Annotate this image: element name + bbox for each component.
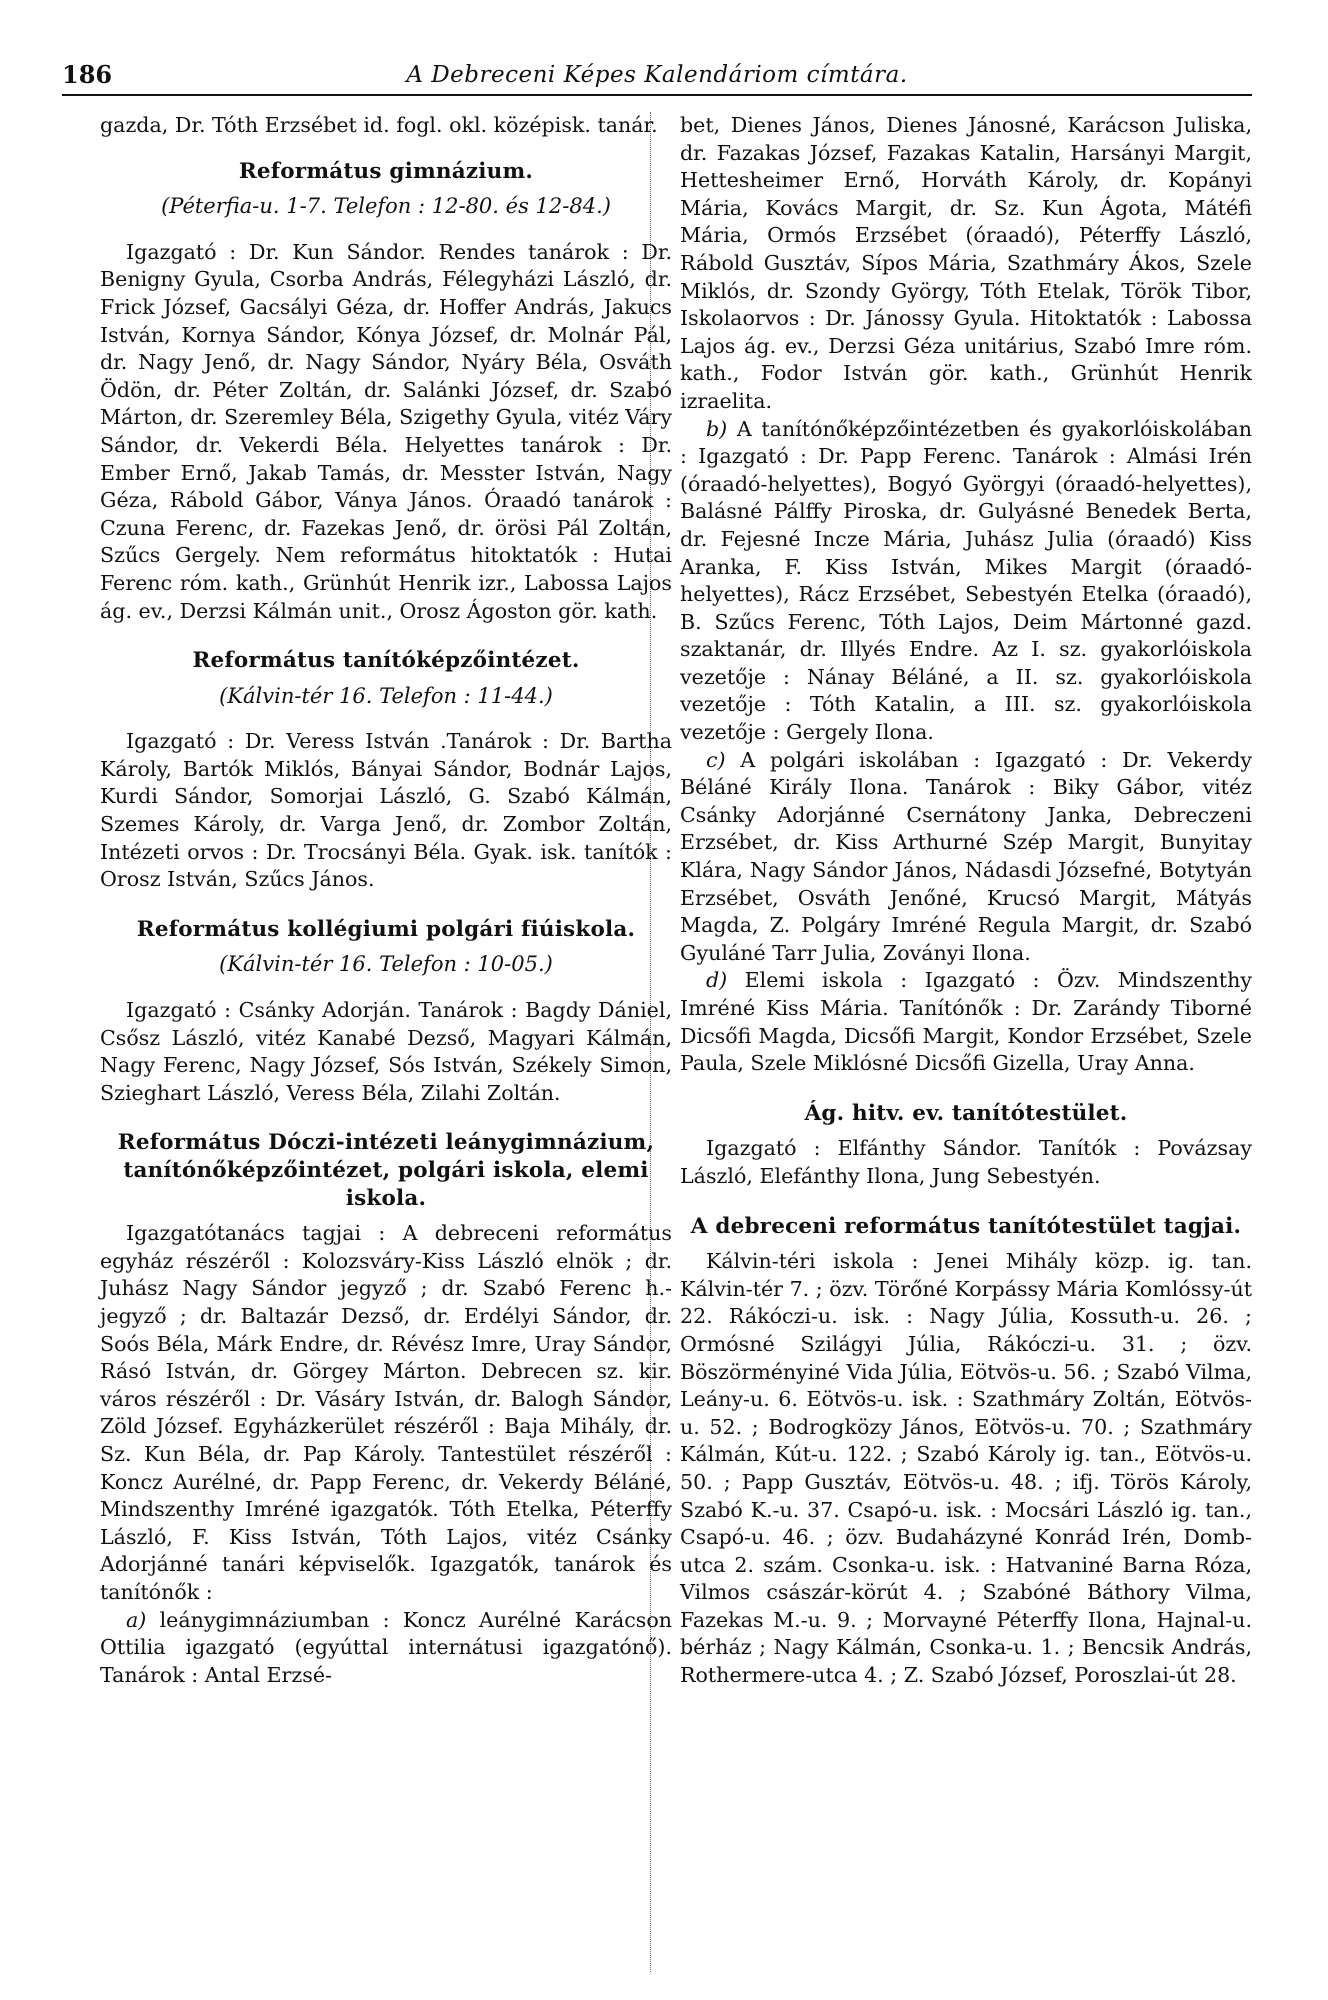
continuation-text: bet, Dienes János, Dienes Jánosné, Karácson Juliska, dr. Fazakas József, Fazakas Katalin, Harsányi Margit, Hettesheimer Ernő, Horváth Károly, dr. Kopányi Mária, Kovács Margit, dr. Sz. Kun Ágota, Mátéfi Mária, Ormós Erzsébet (óraadó), Péterffy László, Rábold Gusztáv, Sípos Mária, Szathmáry Ákos, Szele Miklós, dr. Szondy György, Tóth Etelak, Török Tibor, Iskolaorvos : Dr. Jánossy Gyula. Hitoktatók : Labossa Lajos ág. ev., Derzsi Géza unitárius, Szabó Imre róm. kath., Fodor István gör. kath., Grünhút Henrik izraelita. [680, 113, 1252, 413]
left-column [100, 112, 672, 1689]
section-body-polgari-fiuiskola: Igazgató : Csánky Adorján. Tanárok : Bagdy Dániel, Csősz László, vitéz Kanabé Dezső, Magyari Kálmán, Nagy Ferenc, Nagy József, Sós István, Székely Simon, Szieghart László, Veress Béla, Zilahi Zoltán. [100, 998, 672, 1105]
paragraph-a-text: leánygimnáziumban : Koncz Aurélné Karácson Ottilia igazgató (egyúttal internátusi igazgatónő). Tanárok : Antal Erzsé- [100, 1607, 672, 1687]
paragraph-c-text: A polgári iskolában : Igazgató : Dr. Vekerdy Béláné Király Ilona. Tanárok : Biky Gábor, vitéz Csánky Adorjánné Csernátony Janka, Debreczeni Erzsébet, dr. Kiss Arthurné Szép Margit, Bunyitay Klára, Nagy Sándor János, Nádasdi Józsefné, Botytyán Erzsébet, Osváth Jenőné, Krucsó Margit, Mátyás Magda, Z. Polgáry Imréné Regula Margit, dr. Szabó Gyuláné Tarr Julia, Zoványi Ilona. [680, 747, 1253, 965]
paragraph-a [100, 1607, 672, 1690]
paragraph-b-text: A tanítónőképzőintézetben és gyakorlóiskolában : Igazgató : Dr. Papp Ferenc. Tanárok : Almási Irén (óraadó-helyettes), Bogyó Györgyi (óraadó-helyettes), Balásné Pálffy Piroska, dr. Gulyásné Benedek Berta, dr. Fejesné Incze Mária, Juhász Julia (óraadó) Kiss Aranka, F. Kiss István, Mikes Margit (óraadó-helyettes), Rácz Erzsébet, Sebestyén Etelka (óraadó), B. Szűcs Ferenc, Tóth Lajos, Deim Mártonné gazd. szaktanár, dr. Illyés Endre. Az I. sz. gyakorlóiskola vezetője : Nánay Béláné, a II. sz. gyakorlóiskola vezetője : Tóth Katalin, a III. sz. gyakorlóiskola vezetője : Gergely Ilona. [680, 416, 1252, 745]
section-body-tanitokepzo: Igazgató : Dr. Veress István .Tanárok : Dr. Bartha Károly, Bartók Miklós, Bányai Sándor, Bodnár Lajos, Kurdi Sándor, Somorjai László, G. Szabó Kálmán, Szemes Károly, dr. Varga Jenő, dr. Zombor Zoltán, Intézeti orvos : Dr. Trocsányi Béla. Gyak. isk. tanítók : Orosz István, Szűcs János. [100, 729, 672, 892]
paragraph-d-label: d) [706, 968, 728, 993]
section-title-gimnazium: Református gimnázium. [238, 158, 534, 184]
section-body-doczi-intezet: Igazgatótanács tagjai : A debreceni református egyház részéről : Kolozsváry-Kiss László elnök ; dr. Juhász Nagy Sándor jegyző ; dr. Szabó Ferenc h.-jegyző ; dr. Baltazár Dezső, dr. Erdélyi Sándor, dr. Soós Béla, Márk Endre, dr. Révész Imre, Uray Sándor, Rásó István, dr. Görgey Márton. Debrecen sz. kir. város részéről : Dr. Vásáry István, dr. Balogh Sándor, Zöld József. Egyházkerület részéről : Baja Mihály, dr. Sz. Kun Béla, dr. Pap Károly. Tantestület részéről : Koncz Aurélné, dr. Papp Ferenc, dr. Vekerdy Béláné, Mindszenthy Imréné igazgatók. Tóth Etelka, Péterffy László, F. Kiss István, Tóth Lajos, vitéz Csánky Adorjánné tanári képviselők. Igazgatók, tanárok és tanítónők : [100, 1221, 672, 1604]
section-title-tanitokepzo: Református tanítóképzőintézet. [192, 648, 580, 674]
section-body-gimnazium: Igazgató : Dr. Kun Sándor. Rendes tanárok : Dr. Benigny Gyula, Csorba András, Félegyházi László, dr. Frick József, Gacsályi Géza, dr. Hoffer András, Jakucs István, Kornya Sándor, Kónya József, dr. Molnár Pál, dr. Nagy Jenő, dr. Nagy Sándor, Nyáry Béla, Osváth Ödön, dr. Péter Zoltán, dr. Salánki József, dr. Szabó Márton, dr. Szeremley Béla, Szigethy Gyula, vitéz Váry Sándor, dr. Vekerdi Béla. Helyettes tanárok : Dr. Ember Ernő, Jakab Tamás, dr. Messter István, Nagy Géza, Rábold Gábor, Ványa János. Óraadó tanárok : Czuna Ferenc, dr. Fazekas Jenő, dr. örösi Pál Zoltán, Szűcs Gergely. Nem református hitoktatók : Hutai Ferenc róm. kath., Grünhút Henrik izr., Labossa Lajos ág. ev., Derzsi Kálmán unit., Orosz Ágoston gör. kath. [100, 239, 672, 623]
section-address-gimnazium: (Péterfia-u. 1-7. Telefon : 12-80. és 12-84.) [161, 194, 611, 219]
section-title-polgari-fiuiskola: Református kollégiumi polgári fiúiskola. [136, 916, 636, 942]
page-number: 186 [62, 60, 113, 89]
section-address-polgari-fiuiskola: (Kálvin-tér 16. Telefon : 10-05.) [219, 952, 553, 977]
paragraph-c [680, 747, 1252, 968]
section-title-doczi-intezet: Református Dóczi-intézeti leánygimnázium, tanítónőképzőintézet, polgári iskola, elemi iskola. [117, 1130, 655, 1211]
section-title-tanitotestulet: A debreceni református tanítótestület tagjai. [690, 1213, 1242, 1239]
right-column [680, 112, 1252, 1690]
paragraph-d [680, 967, 1252, 1077]
section-body-tanitotestulet: Kálvin-téri iskola : Jenei Mihály közp. ig. tan. Kálvin-tér 7. ; özv. Törőné Korpássy Mária Komlóssy-út 22. Rákóczi-u. isk. : Nagy Júlia, Kossuth-u. 26. ; Ormósné Szilágyi Júlia, Rákóczi-u. 31. ; özv. Böszörményiné Vida Júlia, Eötvös-u. 56. ; Szabó Vilma, Leány-u. 6. Eötvös-u. isk. : Szathmáry Zoltán, Eötvös-u. 52. ; Bodrogközy János, Eötvös-u. 70. ; Szathmáry Kálmán, Kút-u. 122. ; Szabó Károly ig. tan., Eötvös-u. 50. ; Papp Gusztáv, Eötvös-u. 48. ; ifj. Törös Károly, Szabó K.-u. 37. Csapó-u. isk. : Mocsári László ig. tan., Csapó-u. 46. ; özv. Budaházyné Konrád Irén, Domb-utca 2. szám. Csonka-u. isk. : Hatvaniné Barna Róza, Vilmos császár-körút 4. ; Szabóné Báthory Vilma, Fazekas M.-u. 9. ; Morvayné Péterffy Ilona, Hajnal-u. bérház ; Nagy Kálmán, Csonka-u. 1. ; Bencsik András, Rothermere-utca 4. ; Z. Szabó József, Poroszlai-út 28. [680, 1249, 1252, 1688]
paragraph-d-text: Elemi iskola : Igazgató : Özv. Mindszenthy Imréné Kiss Mária. Tanítónők : Dr. Zarándy Tiborné Dicsőfi Magda, Dicsőfi Margit, Kondor Erzsébet, Szele Paula, Szele Miklósné Dicsőfi Gizella, Uray Anna. [680, 968, 1253, 1076]
section-address-tanitokepzo: (Kálvin-tér 16. Telefon : 11-44.) [219, 683, 553, 708]
paragraph-b [680, 416, 1252, 747]
running-title: A Debreceni Képes Kalendáriom címtára. [406, 62, 908, 88]
section-title-evangelikus: Ág. hitv. ev. tanítótestület. [804, 1100, 1128, 1126]
intro-continuation: gazda, Dr. Tóth Erzsébet id. fogl. okl. középisk. tanár. [100, 113, 658, 137]
paragraph-a-label: a) [126, 1607, 147, 1632]
paragraph-c-label: c) [706, 747, 726, 772]
section-body-evangelikus: Igazgató : Elfánthy Sándor. Tanítók : Povázsay László, Elefánthy Ilona, Jung Sebestyén. [680, 1136, 1252, 1188]
page-header [62, 60, 1252, 96]
paragraph-b-label: b) [706, 416, 728, 441]
